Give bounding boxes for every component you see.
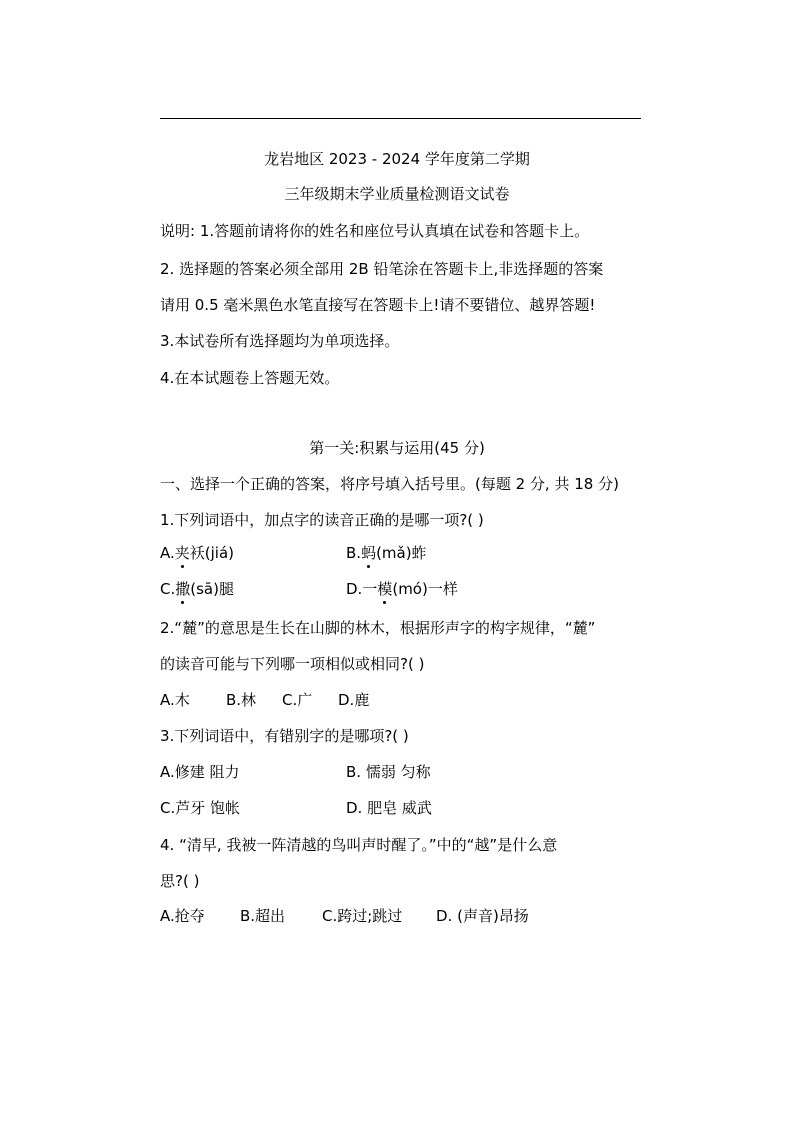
- q4-option-d: D. (声音)昂扬: [436, 907, 529, 925]
- q2-option-c: C.广: [282, 691, 313, 709]
- exam-title: 龙岩地区 2023 - 2024 学年度第二学期: [264, 150, 530, 168]
- emphasis-dot-char: 撒: [175, 580, 191, 598]
- q1-option-c: C.撒(sā)腿: [160, 580, 234, 598]
- q1-option-a: A.夹袄(jiá): [160, 544, 235, 562]
- q3-option-c: C.芦牙 饱帐: [160, 799, 241, 817]
- q2-option-d: D.鹿: [338, 691, 370, 709]
- q2-option-a: A.木: [160, 691, 190, 709]
- q4-option-b: B.超出: [240, 907, 286, 925]
- instruction-2: 2. 选择题的答案必须全部用 2B 铅笔涂在答题卡上,非选择题的答案: [160, 260, 604, 278]
- q3-option-a: A.修建 阻力: [160, 763, 240, 781]
- question-1-stem: 1.下列词语中，加点字的读音正确的是哪一项?( ): [160, 511, 484, 529]
- section-title: 第一关:积累与运用(45 分): [309, 439, 485, 457]
- part-one-heading: 一、选择一个正确的答案，将序号填入括号里。(每题 2 分, 共 18 分): [160, 475, 619, 493]
- q3-option-b: B. 懦弱 匀称: [346, 763, 431, 781]
- q3-option-d: D. 肥皂 威武: [346, 799, 432, 817]
- question-2-line-1: 2.“麓”的意思是生长在山脚的林木，根据形声字的构字规律，“麓”: [160, 619, 596, 637]
- q4-option-c: C.跨过;跳过: [322, 907, 403, 925]
- emphasis-dot-char: 模: [377, 580, 393, 598]
- instruction-3: 3.本试卷所有选择题均为单项选择。: [160, 332, 400, 350]
- instruction-4: 4.在本试题卷上答题无效。: [160, 369, 340, 387]
- q1-option-d: D.一模(mó)一样: [346, 580, 458, 598]
- q4-option-a: A.抢夺: [160, 907, 205, 925]
- emphasis-dot-char: 夹: [174, 544, 190, 562]
- emphasis-dot-char: 蚂: [361, 544, 377, 562]
- question-4-line-2: 思?( ): [160, 872, 200, 890]
- question-4-line-1: 4. “清早, 我被一阵清越的鸟叫声时醒了。”中的“越”是什么意: [160, 836, 558, 854]
- exam-subtitle: 三年级期末学业质量检测语文试卷: [284, 185, 510, 203]
- question-3-stem: 3.下列词语中，有错别字的是哪项?( ): [160, 727, 409, 745]
- question-2-line-2: 的读音可能与下列哪一项相似或相同?( ): [160, 655, 425, 673]
- instruction-2-cont: 请用 0.5 毫米黑色水笔直接写在答题卡上!请不要错位、越界答题!: [160, 296, 596, 314]
- q1-option-b: B.蚂(mǎ)蚱: [346, 544, 427, 562]
- header-rule: [160, 118, 641, 119]
- instruction-1: 说明: 1.答题前请将你的姓名和座位号认真填在试卷和答题卡上。: [160, 222, 590, 240]
- q2-option-b: B.林: [226, 691, 257, 709]
